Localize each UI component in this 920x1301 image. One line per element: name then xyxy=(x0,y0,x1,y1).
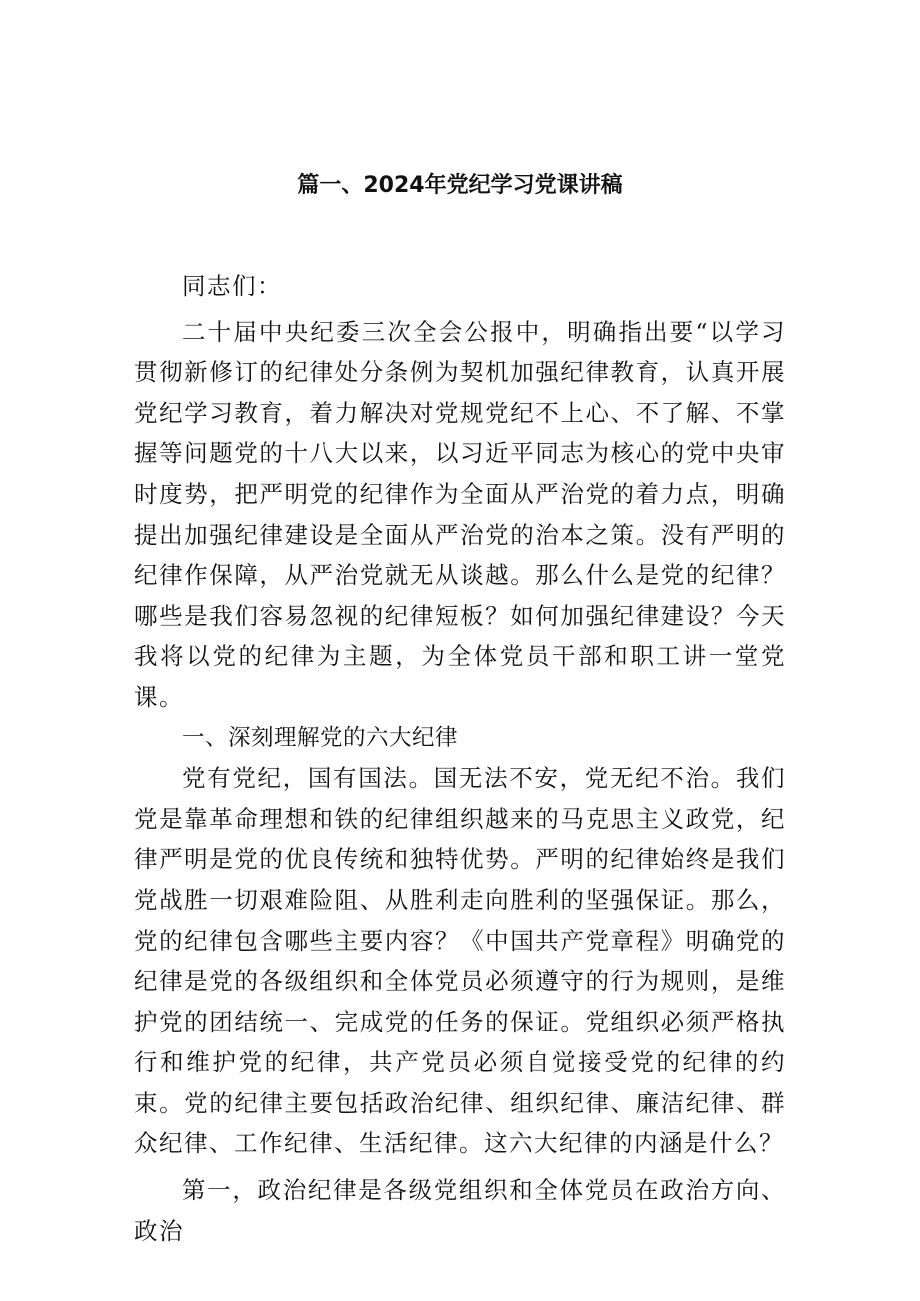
document-body xyxy=(134,266,786,1251)
document-title: 篇一、2024年党纪学习党课讲稿 xyxy=(297,173,623,198)
intro-paragraph: 二十届中央纪委三次全会公报中，明确指出要“以学习贯彻新修订的纪律处分条例为契机加强纪律教育，认真开展党纪学习教育，着力解决对党规党纪不上心、不了解、不掌握等问题党的十八大以来，以习近平同志为核心的党中央审时度势，把严明党的纪律作为全面从严治党的着力点，明确提出加强纪律建设是全面从严治党的治本之策。没有严明的纪律作保障，从严治党就无从谈越。那么什么是党的纪律？哪些是我们容易忽视的纪律短板？如何加强纪律建设？今天我将以党的纪律为主题，为全体党员干部和职工讲一堂党课。 xyxy=(134,317,786,711)
section-paragraph-continued: 第一，政治纪律是各级党组织和全体党员在政治方向、政治 xyxy=(134,1176,786,1245)
section-heading: 一、深刻理解党的六大纪律 xyxy=(182,724,459,751)
section-paragraph: 党有党纪，国有国法。国无法不安，党无纪不治。我们党是靠革命理想和铁的纪律组织越来的马克思主义政党，纪律严明是党的优良传统和独特优势。严明的纪律始终是我们党战胜一切艰难险阻、从胜利走向胜利的坚强保证。那么，党的纪律包含哪些主要内容？《中国共产党章程》明确党的纪律是党的各级组织和全体党员必须遵守的行为规则，是维护党的团结统一、完成党的任务的保证。党组织必须严格执行和维护党的纪律，共产党员必须自觉接受党的纪律的约束。党的纪律主要包括政治纪律、组织纪律、廉洁纪律、群众纪律、工作纪律、生活纪律。这六大纪律的内涵是什么？ xyxy=(134,764,786,1158)
salutation: 同志们： xyxy=(182,272,282,300)
